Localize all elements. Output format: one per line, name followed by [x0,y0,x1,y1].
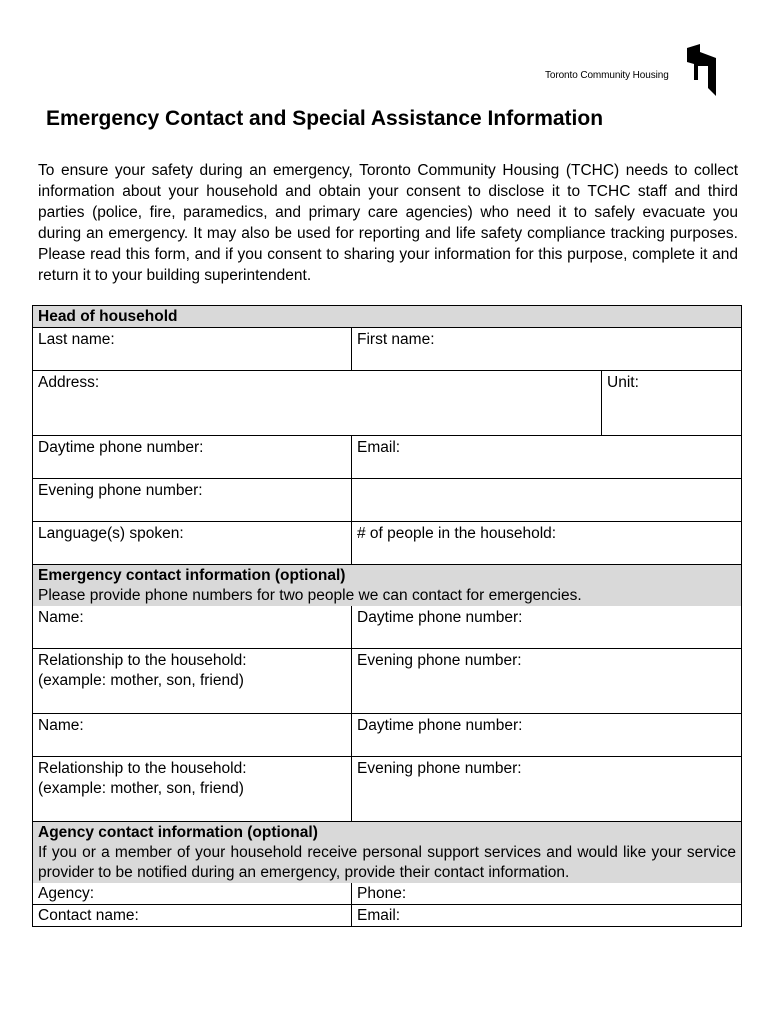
contact1-evening-phone-field[interactable] [352,649,742,714]
form-table [32,305,742,927]
page-title: Emergency Contact and Special Assistance Information [46,107,604,130]
field-label: Name: [38,609,84,626]
section-head-of-household [33,306,742,328]
section-agency-contact [33,822,742,884]
section-emergency-contact [33,565,742,607]
field-label: Phone: [357,885,407,902]
field-label: Last name: [38,331,115,348]
section-title: Agency contact information (optional) [38,824,318,841]
contact1-name-field[interactable] [33,606,352,649]
contact2-name-field[interactable] [33,714,352,757]
field-hint: (example: mother, son, friend) [38,672,244,689]
household-size-field[interactable] [352,522,742,565]
field-label: Daytime phone number: [357,717,523,734]
agency-email-field[interactable] [352,905,742,927]
intro-paragraph: To ensure your safety during an emergency, Toronto Community Housing (TCHC) needs to collect information about your household and obtain your consent to disclose it to TCHC staff and third parties (police, fire, paramedics, and primary care agencies) who need it to safely evacuate you during an emergency. It may also be used for reporting and life safety compliance tracking purposes. Please read this form, and if you consent to sharing your information for this purpose, complete it and return it to your building superintendent. [38,162,738,284]
email-field[interactable] [352,436,742,479]
field-label: # of people in the household: [357,525,557,542]
brand-header [545,44,725,100]
evening-phone-blank[interactable] [352,479,742,522]
section-title: Emergency contact information (optional) [38,567,346,584]
field-label: Evening phone number: [357,760,522,777]
agency-phone-field[interactable] [352,883,742,905]
field-label: Email: [357,439,401,456]
field-label: Daytime phone number: [357,609,523,626]
unit-field[interactable] [602,371,742,436]
field-hint: (example: mother, son, friend) [38,780,244,797]
daytime-phone-field[interactable] [33,436,352,479]
field-label: Language(s) spoken: [38,525,184,542]
contact2-daytime-phone-field[interactable] [352,714,742,757]
contact1-daytime-phone-field[interactable] [352,606,742,649]
last-name-field[interactable] [33,328,352,371]
agency-contact-name-field[interactable] [33,905,352,927]
contact2-evening-phone-field[interactable] [352,757,742,822]
field-label: Agency: [38,885,95,902]
field-label: Name: [38,717,84,734]
organization-name: Toronto Community Housing [545,70,669,81]
field-label: Address: [38,374,100,391]
field-label: Relationship to the household: [38,652,247,669]
section-title: Head of household [38,308,178,325]
field-label: Contact name: [38,907,139,924]
field-label: First name: [357,331,435,348]
agency-name-field[interactable] [33,883,352,905]
tch-logo-icon [686,44,718,96]
first-name-field[interactable] [352,328,742,371]
section-note: Please provide phone numbers for two people we can contact for emergencies. [38,587,582,604]
evening-phone-field[interactable] [33,479,352,522]
address-field[interactable] [33,371,602,436]
field-label: Relationship to the household: [38,760,247,777]
field-label: Unit: [607,374,639,391]
field-label: Evening phone number: [38,482,203,499]
section-note: If you or a member of your household receive personal support services and would like your service provider to be notified during an emergency, provide their contact information. [38,844,737,881]
field-label: Daytime phone number: [38,439,204,456]
field-label: Email: [357,907,401,924]
languages-field[interactable] [33,522,352,565]
field-label: Evening phone number: [357,652,522,669]
contact2-relationship-field[interactable] [33,757,352,822]
contact1-relationship-field[interactable] [33,649,352,714]
